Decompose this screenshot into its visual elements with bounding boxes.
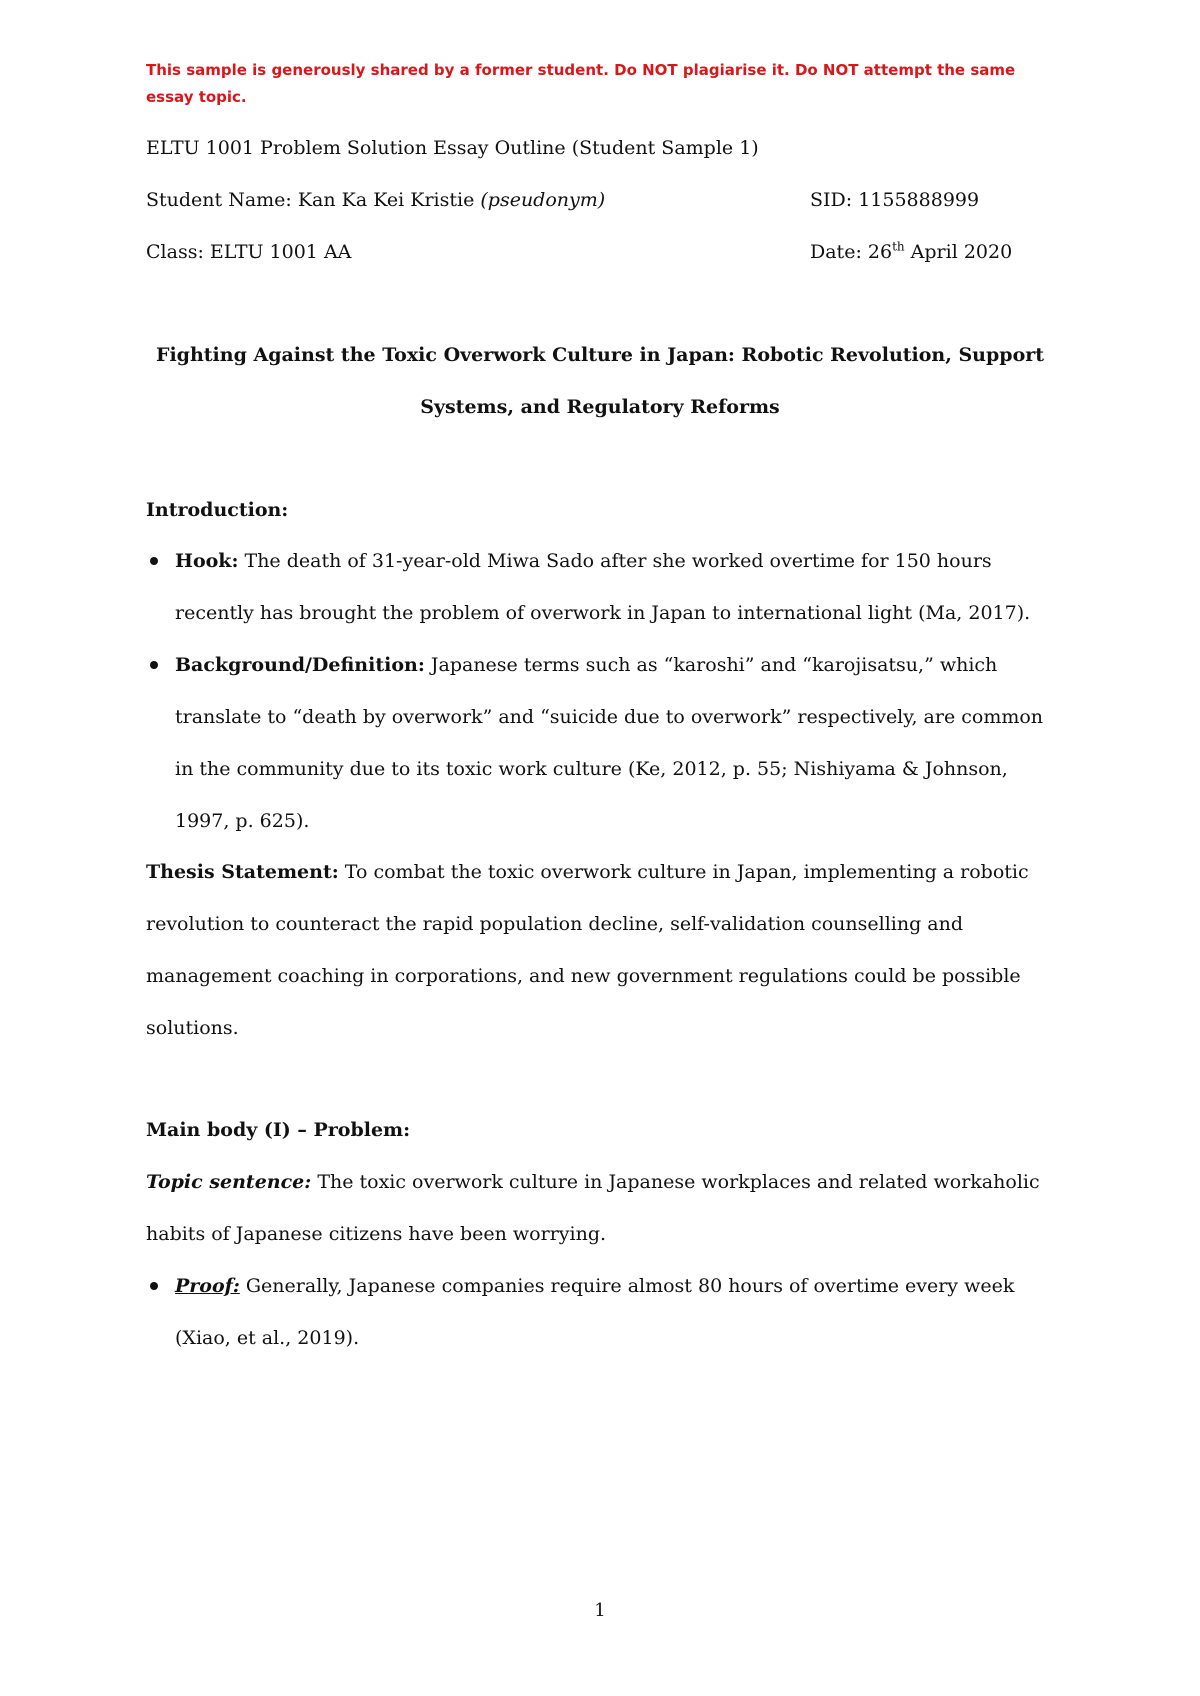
plagiarism-warning: This sample is generously shared by a former student. Do NOT plagiarise it. Do NOT attempt the same essay topic.: [146, 61, 1016, 106]
hook-text: The death of 31-year-old Miwa Sado after she worked overtime for 150 hours: [238, 550, 992, 572]
page-number: 1: [594, 1600, 606, 1621]
date-label: [810, 239, 1012, 265]
background-text-cont: translate to “death by overwork” and “suicide due to overwork” respectively, are common: [175, 706, 1044, 728]
background-text-cont: 1997, p. 625).: [175, 810, 310, 832]
thesis-line: [146, 859, 1029, 885]
outline-title: ELTU 1001 Problem Solution Essay Outline (Student Sample 1): [146, 137, 759, 159]
proof-text: Generally, Japanese companies require almost 80 hours of overtime every week: [239, 1275, 1015, 1297]
bullet-icon: [150, 557, 158, 565]
student-name-note: (pseudonym): [480, 189, 606, 211]
proof-label: Proof:: [175, 1275, 240, 1297]
student-name-text: Student Name: Kan Ka Kei Kristie: [146, 189, 481, 211]
thesis-text-cont: solutions.: [146, 1017, 239, 1039]
topic-sentence-cont: habits of Japanese citizens have been worrying.: [146, 1223, 607, 1245]
class-label: Class: ELTU 1001 AA: [146, 241, 352, 263]
student-id: SID: 1155888999: [810, 189, 980, 211]
hook-label: Hook:: [175, 550, 239, 572]
date-suffix: April 2020: [904, 241, 1013, 263]
proof-line: [175, 1273, 1014, 1299]
topic-sentence-line: [146, 1169, 1040, 1195]
topic-sentence-label: Topic sentence:: [146, 1171, 312, 1193]
topic-sentence-text: The toxic overwork culture in Japanese workplaces and related workaholic: [311, 1171, 1040, 1193]
thesis-text-cont: management coaching in corporations, and new government regulations could be possible: [146, 965, 1021, 987]
student-name: [146, 187, 605, 213]
essay-title-line-2: Systems, and Regulatory Reforms: [420, 396, 780, 418]
introduction-heading: Introduction:: [146, 499, 289, 521]
bullet-icon: [150, 661, 158, 669]
background-label: Background/Definition:: [175, 654, 425, 676]
date-prefix: Date: 26: [810, 241, 893, 263]
background-line: [175, 652, 997, 678]
bullet-icon: [150, 1282, 158, 1290]
thesis-text-cont: revolution to counteract the rapid population decline, self-validation counselling and: [146, 913, 964, 935]
background-text: Japanese terms such as “karoshi” and “karojisatsu,” which: [424, 654, 998, 676]
main-body-heading: Main body (I) – Problem:: [146, 1119, 411, 1141]
background-text-cont: in the community due to its toxic work culture (Ke, 2012, p. 55; Nishiyama & Johnson,: [175, 758, 1008, 780]
thesis-text: To combat the toxic overwork culture in Japan, implementing a robotic: [338, 861, 1029, 883]
hook-line: [175, 548, 992, 574]
date-superscript: th: [892, 239, 905, 254]
hook-text-cont: recently has brought the problem of overwork in Japan to international light (Ma, 2017).: [175, 602, 1031, 624]
proof-text-cont: (Xiao, et al., 2019).: [175, 1327, 360, 1349]
essay-title-line-1: Fighting Against the Toxic Overwork Culture in Japan: Robotic Revolution, Support: [155, 344, 1045, 366]
thesis-label: Thesis Statement:: [146, 861, 339, 883]
